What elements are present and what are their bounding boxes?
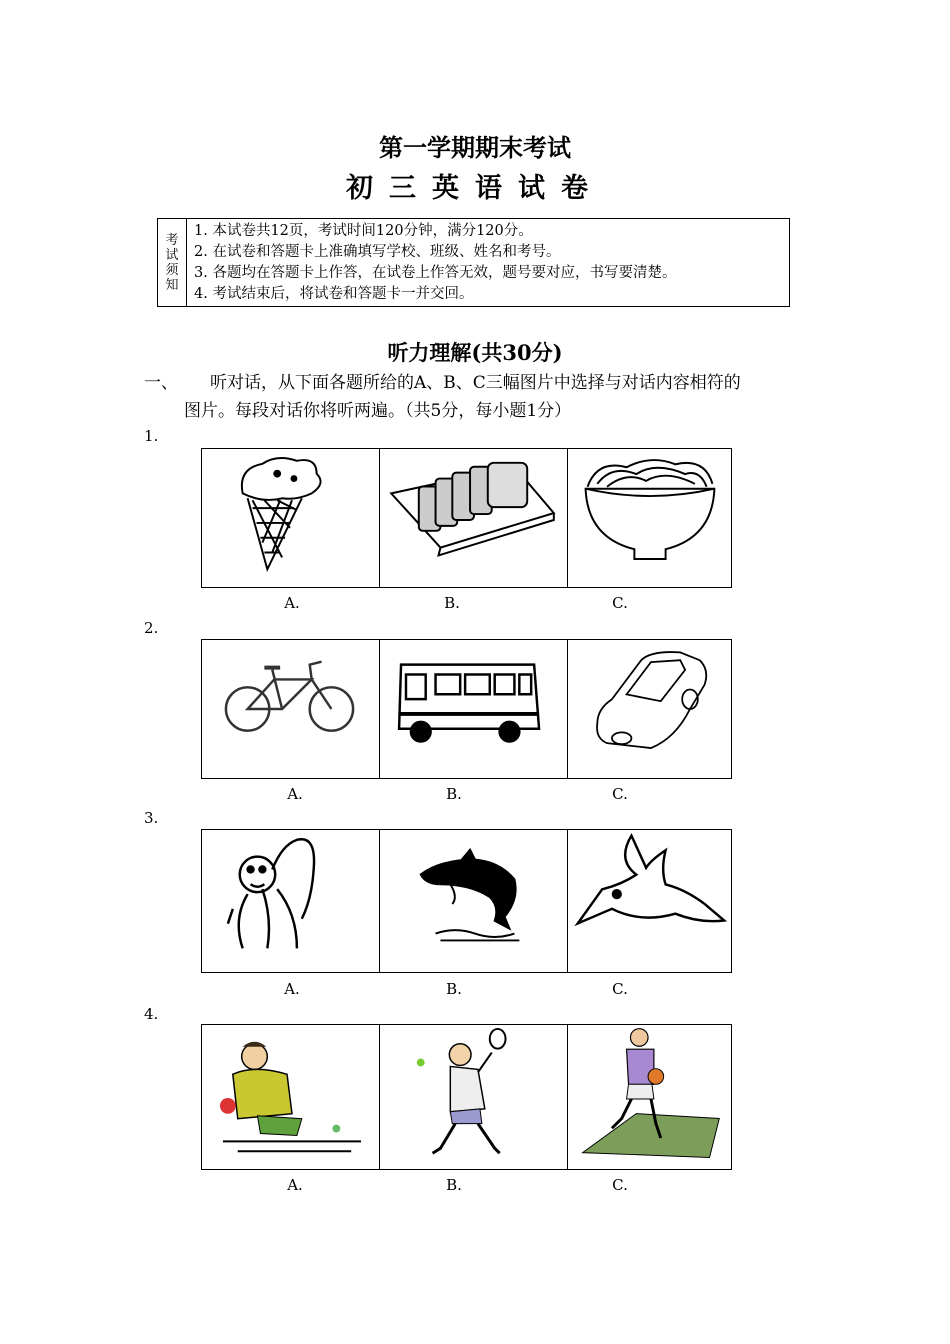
notice-item: 2. 在试卷和答题卡上准确填写学校、班级、姓名和考号。 [194,244,561,260]
bicycle-icon [202,640,379,778]
question-number: 3. [144,809,159,827]
option-label: B. [446,785,462,803]
option-label: C. [612,1176,628,1194]
tennis-icon [380,1025,567,1169]
option-c-image[interactable] [568,449,731,587]
notice-label-char: 试 [165,247,179,263]
exam-notice-box [157,218,790,307]
option-b-image[interactable] [380,1025,568,1169]
section-title: 听力理解(共30分) [387,340,563,365]
question-number: 1. [144,427,159,445]
option-b-image[interactable] [380,640,568,778]
table-tennis-icon [202,1025,379,1169]
instruction-text-1: 听对话，从下面各题所给的A、B、C三幅图片中选择与对话内容相符的 [210,373,741,393]
basketball-icon [568,1025,731,1169]
notice-item: 4. 考试结束后，将试卷和答题卡一并交回。 [194,286,474,302]
notice-label [158,219,187,306]
instruction-line-2: 图片。每段对话你将听两遍。（共5分，每小题1分） [184,401,572,421]
option-label: B. [446,980,462,998]
option-label: C. [612,594,628,612]
exam-title: 第一学期期末考试 [379,133,571,162]
notice-label-char: 须 [165,262,179,278]
monkey-icon [202,830,379,972]
notice-item: 3. 各题均在答题卡上作答，在试卷上作答无效，题号要对应，书写要清楚。 [194,265,677,281]
bus-icon [380,640,567,778]
option-label: A. [287,1176,303,1194]
notice-label-char: 知 [165,277,179,293]
option-label: A. [284,980,300,998]
option-b-image[interactable] [380,449,568,587]
option-label: B. [444,594,460,612]
option-a-image[interactable] [202,640,380,778]
question-number: 4. [144,1005,159,1023]
option-label: B. [446,1176,462,1194]
option-b-image[interactable] [380,830,568,972]
dolphin-icon [380,830,567,972]
notice-label-char: 考 [165,232,179,248]
notice-items [194,221,676,305]
notice-item: 1. 本试卷共12页，考试时间120分钟，满分120分。 [194,223,533,239]
part-number: 一、 [144,373,178,393]
option-c-image[interactable] [568,640,731,778]
option-a-image[interactable] [202,449,380,587]
option-c-image[interactable] [568,1025,731,1169]
option-label: A. [287,785,303,803]
car-icon [568,640,731,778]
question-4-images [201,1024,732,1170]
ice-cream-cone-icon [202,449,379,587]
option-c-image[interactable] [568,830,731,972]
question-1-images [201,448,732,588]
bread-slices-plate-icon [380,449,567,587]
option-label: C. [612,785,628,803]
question-3-images [201,829,732,973]
noodle-bowl-icon [568,449,731,587]
bird-icon [568,830,731,972]
option-a-image[interactable] [202,1025,380,1169]
option-a-image[interactable] [202,830,380,972]
question-2-images [201,639,732,779]
option-label: A. [284,594,300,612]
option-label: C. [612,980,628,998]
instruction-line-1 [144,368,741,393]
question-number: 2. [144,619,159,637]
exam-subtitle: 初三英语试卷 [346,173,604,204]
